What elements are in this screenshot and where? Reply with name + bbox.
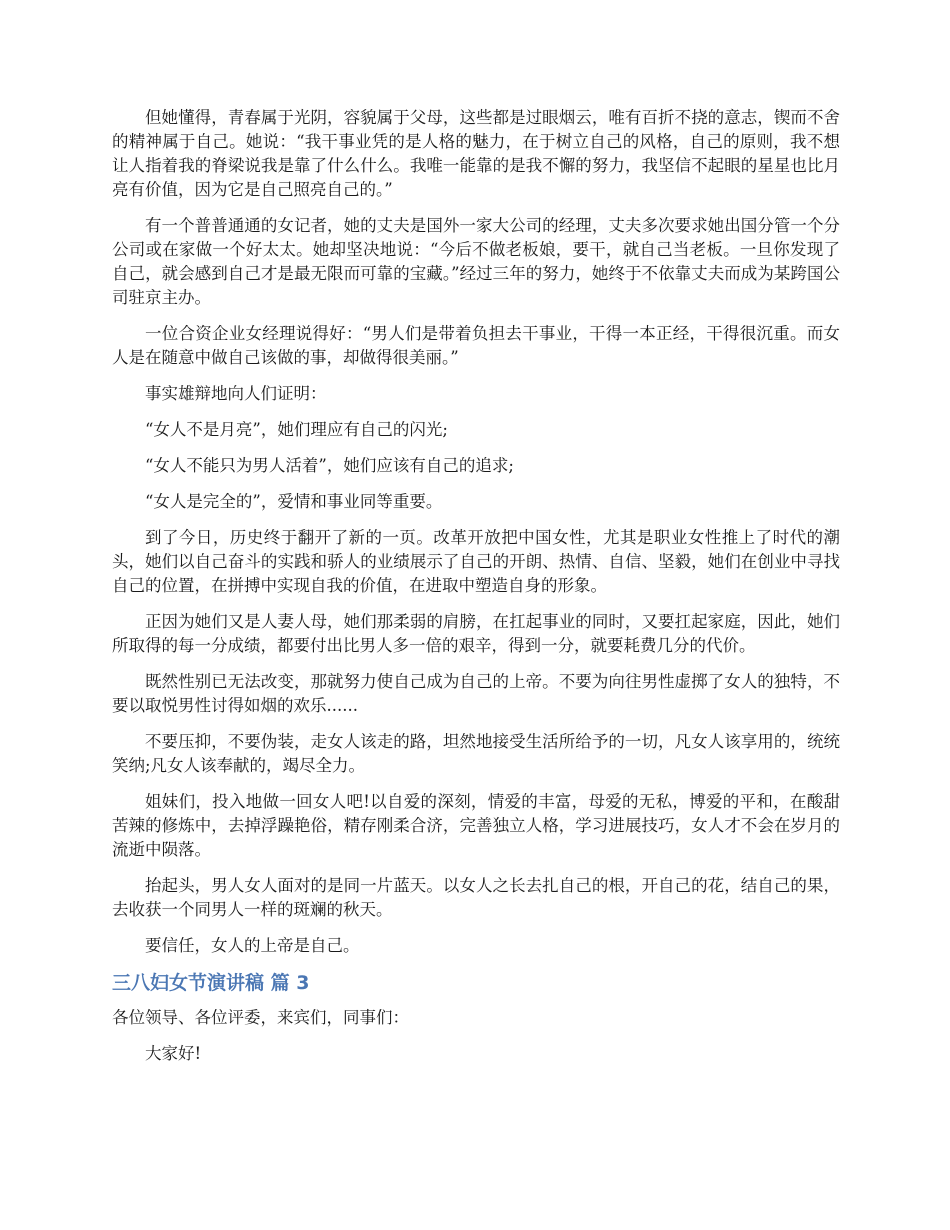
document-page xyxy=(112,106,840,1078)
paragraph-5: “女人不是月亮”，她们理应有自己的闪光; xyxy=(145,420,448,439)
paragraph-1: 但她懂得，青春属于光阴，容貌属于父母，这些都是过眼烟云，唯有百折不挠的意志，锲而不舍的精神属于自己。她说：“我干事业凭的是人格的魅力，在于树立自己的风格，自己的原则，我不想让人指着我的脊梁说我是靠了什么什么。我唯一能靠的是我不懈的努力，我坚信不起眼的星星也比月亮有价值，因为它是自己照亮自己的。” xyxy=(112,108,840,199)
paragraph-14: 要信任，女人的上帝是自己。 xyxy=(145,936,360,955)
greeting: 大家好! xyxy=(145,1044,202,1063)
paragraph-9: 正因为她们又是人妻人母，她们那柔弱的肩膀，在扛起事业的同时，又要扛起家庭，因此，她们所取得的每一分成绩，都要付出比男人多一倍的艰辛，得到一分，就要耗费几分的代价。 xyxy=(112,612,840,655)
paragraph-7: “女人是完全的”，爱情和事业同等重要。 xyxy=(145,492,443,511)
paragraph-10: 既然性别已无法改变，那就努力使自己成为自己的上帝。不要为向往男性虚掷了女人的独特，不要以取悦男性讨得如烟的欢乐...... xyxy=(112,672,840,715)
paragraph-3: 一位合资企业女经理说得好：“男人们是带着负担去干事业，干得一本正经，干得很沉重。而女人是在随意中做自己该做的事，却做得很美丽。” xyxy=(112,324,840,367)
paragraph-13: 抬起头，男人女人面对的是同一片蓝天。以女人之长去扎自己的根，开自己的花，结自己的果，去收获一个同男人一样的斑斓的秋天。 xyxy=(112,876,840,919)
paragraph-6: “女人不能只为男人活着”，她们应该有自己的追求; xyxy=(145,456,514,475)
paragraph-2: 有一个普普通通的女记者，她的丈夫是国外一家大公司的经理，丈夫多次要求她出国分管一个分公司或在家做一个好太太。她却坚决地说：“今后不做老板娘，要干，就自己当老板。一旦你发现了自己，就会感到自己才是最无限而可靠的宝藏。”经过三年的努力，她终于不依靠丈夫而成为某跨国公司驻京主办。 xyxy=(112,216,840,307)
paragraph-11: 不要压抑，不要伪装，走女人该走的路，坦然地接受生活所给予的一切，凡女人该享用的，统统笑纳;凡女人该奉献的，竭尽全力。 xyxy=(112,732,840,775)
paragraph-12: 姐妹们，投入地做一回女人吧!以自爱的深刻，情爱的丰富，母爱的无私，博爱的平和，在酸甜苦辣的修炼中，去掉浮躁艳俗，精存刚柔合济，完善独立人格，学习进展技巧，女人才不会在岁月的流逝中陨落。 xyxy=(112,792,840,859)
section-heading: 三八妇女节演讲稿 篇 3 xyxy=(112,972,310,994)
salutation: 各位领导、各位评委，来宾们，同事们： xyxy=(112,1008,409,1027)
paragraph-8: 到了今日，历史终于翻开了新的一页。改革开放把中国女性，尤其是职业女性推上了时代的潮头，她们以自己奋斗的实践和骄人的业绩展示了自己的开朗、热情、自信、坚毅，她们在创业中寻找自己的位置，在拼搏中实现自我的价值，在进取中塑造自身的形象。 xyxy=(112,528,840,595)
paragraph-4: 事实雄辩地向人们证明： xyxy=(145,384,327,403)
